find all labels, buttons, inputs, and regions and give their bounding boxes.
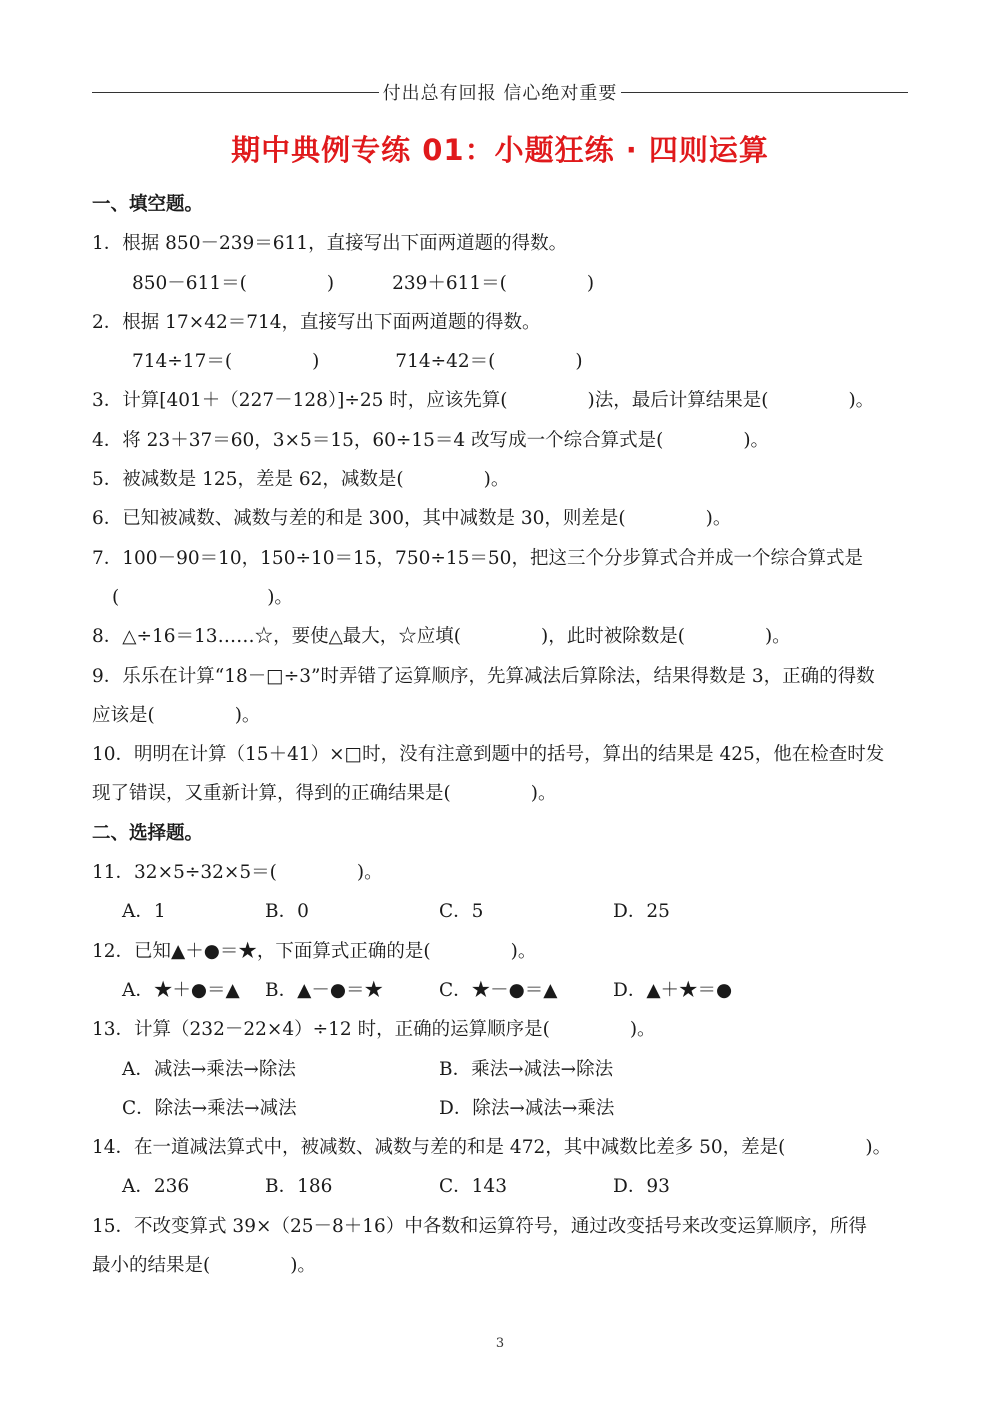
q3-text-3: )。 (848, 390, 875, 412)
q11-text-2: )。 (356, 862, 383, 884)
q12-option-d[interactable]: D．▲＋★＝● (613, 979, 733, 1001)
question-15: 15．不改变算式 39×（25－8＋16）中各数和运算符号，通过改变括号来改变运算顺序，所得 (92, 1215, 867, 1237)
question-15-answer (92, 1246, 922, 1285)
question-2-answers (92, 342, 922, 381)
question-8 (92, 617, 922, 656)
question-12 (92, 932, 922, 971)
question-1: 1．根据 850－239＝611，直接写出下面两道题的得数。 (92, 233, 568, 255)
q2-b-text: 714÷42＝( (395, 351, 496, 373)
q12-option-c[interactable]: C．★－●＝▲ (439, 979, 558, 1001)
q7-text-1: ( (112, 586, 120, 608)
q11-option-d[interactable]: D．25 (613, 901, 670, 923)
q13-option-d[interactable]: D．除法→减法→乘法 (439, 1097, 615, 1119)
q9-text-2: )。 (234, 704, 261, 726)
q12-text-2: )。 (510, 940, 537, 962)
q10-text-2: )。 (530, 783, 557, 805)
section-fill-blank-heading: 一、填空题。 (92, 194, 204, 215)
q5-text-1: 5．被减数是 125，差是 62，减数是( (92, 469, 404, 491)
question-5 (92, 460, 922, 499)
q10-text-1: 现了错误，又重新计算，得到的正确结果是( (92, 783, 451, 805)
question-14-options (92, 1167, 922, 1206)
question-13 (92, 1010, 922, 1049)
q15-text-2: )。 (290, 1255, 316, 1277)
question-3 (92, 381, 922, 420)
q14-option-d[interactable]: D．93 (613, 1176, 670, 1198)
q11-option-a[interactable]: A．1 (122, 901, 166, 923)
q12-option-a[interactable]: A．★＋●＝▲ (122, 979, 240, 1001)
q9-text-1: 应该是( (92, 704, 155, 726)
q2-b-end: ) (575, 351, 583, 373)
header-motto: 付出总有回报 信心绝对重要 (382, 83, 618, 104)
q13-text-2: )。 (629, 1019, 656, 1041)
q1-a-text: 850－611＝( (132, 272, 247, 294)
q11-text-1: 11．32×5÷32×5＝( (92, 862, 277, 884)
header-rule (92, 80, 908, 104)
section-choice-heading: 二、选择题。 (92, 822, 204, 844)
question-11 (92, 853, 922, 892)
q13-option-b[interactable]: B．乘法→减法→除法 (439, 1058, 614, 1080)
q7-text-2: )。 (267, 586, 293, 608)
question-13-options-row1 (92, 1050, 922, 1089)
q13-option-c[interactable]: C．除法→乘法→减法 (122, 1097, 297, 1119)
q13-text-1: 13．计算（232－22×4）÷12 时，正确的运算顺序是( (92, 1019, 550, 1041)
question-13-options-row2 (92, 1089, 922, 1128)
question-9-answer (92, 696, 922, 735)
q3-text-2: )法，最后计算结果是( (587, 390, 769, 412)
q8-text-3: )。 (764, 626, 791, 648)
q4-text-2: )。 (743, 429, 770, 451)
question-11-options (92, 892, 922, 931)
q1-a-end: ) (326, 272, 335, 294)
q2-a-text: 714÷17＝( (132, 351, 233, 373)
q11-option-c[interactable]: C．5 (439, 901, 484, 923)
question-9: 9．乐乐在计算“18－□÷3”时弄错了运算顺序，先算减法后算除法，结果得数是 3，正确的得数 (92, 665, 875, 687)
q2-a-end: ) (312, 351, 320, 373)
q1-b-end: ) (586, 272, 595, 294)
question-2: 2．根据 17×42＝714，直接写出下面两道题的得数。 (92, 311, 541, 333)
page-title: 期中典例专练 01：小题狂练 · 四则运算 (231, 133, 769, 167)
worksheet-body (92, 185, 922, 1285)
q3-text-1: 3．计算[401＋（227－128）]÷25 时，应该先算( (92, 390, 508, 412)
question-10-answer (92, 774, 922, 813)
q14-text-1: 14．在一道减法算式中，被减数、减数与差的和是 472，其中减数比差多 50，差是( (92, 1137, 786, 1159)
question-7-answer (92, 578, 922, 617)
question-14 (92, 1128, 922, 1167)
q1-b-text: 239＋611＝( (392, 272, 507, 294)
q11-option-b[interactable]: B．0 (265, 901, 309, 923)
q14-option-b[interactable]: B．186 (265, 1176, 333, 1198)
page-number: 3 (495, 1336, 505, 1351)
question-12-options (92, 971, 922, 1010)
q8-text-1: 8．△÷16＝13……☆，要使△最大，☆应填( (92, 626, 462, 648)
q8-text-2: )，此时被除数是( (541, 626, 685, 648)
q12-option-b[interactable]: B．▲－●＝★ (265, 979, 383, 1001)
q5-text-2: )。 (483, 469, 510, 491)
question-7: 7．100－90＝10，150÷10＝15，750÷15＝50，把这三个分步算式合并成一个综合算式是 (92, 547, 863, 569)
question-10: 10．明明在计算（15＋41）×□时，没有注意到题中的括号，算出的结果是 425，他在检查时发 (92, 744, 885, 766)
q4-text-1: 4．将 23＋37＝60，3×5＝15，60÷15＝4 改写成一个综合算式是( (92, 429, 664, 451)
q12-text-1: 12．已知▲＋●＝★，下面算式正确的是( (92, 940, 431, 962)
q14-option-c[interactable]: C．143 (439, 1176, 507, 1198)
question-6 (92, 499, 922, 538)
question-4 (92, 421, 922, 460)
q6-text-1: 6．已知被减数、减数与差的和是 300，其中减数是 30，则差是( (92, 508, 626, 530)
q14-option-a[interactable]: A．236 (122, 1176, 190, 1198)
q13-option-a[interactable]: A．减法→乘法→除法 (122, 1058, 296, 1080)
q6-text-2: )。 (705, 508, 732, 530)
q14-text-2: )。 (865, 1137, 892, 1159)
question-1-answers (92, 264, 922, 303)
q15-text-1: 最小的结果是( (92, 1255, 211, 1277)
header-right-line (621, 92, 908, 93)
header-left-line (92, 92, 379, 93)
